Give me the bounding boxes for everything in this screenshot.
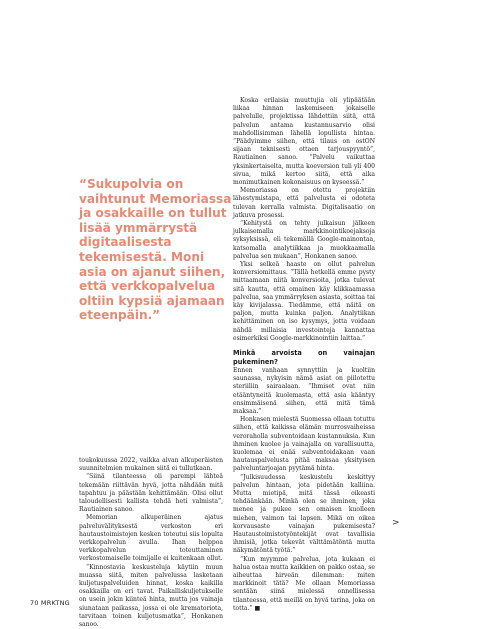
body-paragraph: Koska erilaisia muuttujia oli ylipäätään liikaa hinnan laskemiseen jokaiselle palvelulle, projektissa lähdettiin siitä, että palvelun antama kustannusarvio olisi mahdollisimman lähellä lopullista hintaa. “Päädyimme siihen, että tilaus on ostON sijaan teknisesti ottaen tarjouspyyntö”, Rautiainen sanoo. “Palvelu vaikuttaa yksinkertaiselta, mutta koeversion tuli yli 400 sivua, mikä kertoo siitä, että aika monimutkainen kokonaisuus on kyseessä.” <box>233 97 375 187</box>
body-paragraph: “Siinä tilanteessa oli parempi lähteä tekemään riittävän hyvä, jotta nähdään mitä tapahtuu ja päästään kehittämään. Olisi ollut taloudellisesti kallista tehdä heti valmista”, Rautiainen sanoo. <box>79 473 223 514</box>
body-paragraph: Memoriassa on otettu projektiin lähestymistapa, että palvelusta ei odoteta tulevan kerralla valmista. Digitalisaatio on jatkuva prosessi. <box>233 187 375 219</box>
next-page-arrow-icon: > <box>392 518 400 528</box>
body-paragraph: Honkasen mielestä Suomessa ollaan totuttu siihen, että kaikissa elämän murrosvaiheissa veroraholla subventoidaan kustannuksia. Kun ihminen kuolee ja vainajalla on varallisuutta, kuolemaa ei enää subventoidakaan vaan hautauspalvelusta pitää maksaa yksityisen palveluntarjoajan pyytämä hinta. <box>233 416 375 473</box>
right-column <box>233 97 375 613</box>
page-footer: 70 MRKTNG <box>30 599 70 607</box>
body-paragraph: “Julkisuudessa keskustelu keskittyy palvelun hintaan, jota pidetään kalliina. Mutta mietipä, mitä tässä oikeasti tehdäänkään. Minkä olen se ihminen, joka menee ja pukee sen omaisen kuolleen miehen, vaimon tai lapsen. Mikä on oikea korvausaste vainajan pukemisesta? Hautaustoimistotyöntekijät ovat tavallisia ihmisiä, jotka tekevät välttämätöntä mutta näkymätöntä työtä.” <box>233 473 375 555</box>
body-paragraph: “Kinnostavia keskusteluja käytiin muun muassa siitä, miten palvelussa lasketaan kuljetuspalveluiden hinnat, koska kaikilla osakkailla on eri tavat. Paikalliskuljetukselle on usein jokin kiinteä hinta, mutta jos vainaja siunataan paikassa, jossa ei ole krematoriota, tarvitaan toinen kuljetusmatka”, Honkanen sanoo. <box>79 563 223 629</box>
body-paragraph: Yksi selkeä haaste on ollut palvelun konversiomittaus. “Tällä hetkellä emme pysty mittaamaan niitä konversioita, jotka tulevat sitä kautta, että omainen käy klikkaamassa palvelua, saa ymmärryksen asiasta, soittaa tai käy kivijalassa. Tiedämme, että näitä on paljon, mutta kuinka paljon. Analytiikan kehittäminen on iso kysymys, jotta voidaan nähdä millaisia investointeja kannattaa esimerkiksi Google-markkinointiin laittaa.” <box>233 261 375 342</box>
body-paragraph: “Kehitystä on tehty julkaisun jälkeen julkaisemalla markkinointikoejaksoja syksyksissä, eli tekemällä Google-mainontaa, katsomalla analytiikkaa ja muokkaamalla palvelua sen mukaan”, Honkanen sanoo. <box>233 220 375 260</box>
end-mark-icon: ■ <box>254 604 261 612</box>
pull-quote: “Sukupolvia on vaihtunut Memoriassa ja osakkaille on tullut lisää ymmärrystä digitaalisesta tekemisestä. Moni asia on ajanut siihen, että verkkopalvelua oltiin kypsiä ajamaan eteenpäin.” <box>79 177 232 323</box>
left-column <box>79 457 223 629</box>
body-paragraph: toukokuussa 2022, vaikka aivan alkuperäisten suunnitelmien mukainen siitä ei tullutkaan. <box>79 457 223 473</box>
section-subheading: Minkä arvoista on vainajan pukeminen? <box>233 349 375 366</box>
body-paragraph: “Kun myymme palvelua, jota kukaan ei halua ostaa mutta kaikkien on pakko ostaa, se aiheuttaa hirveän dilemman: miten markkinoit tätä? Me ollaan Memoriassa sentään siinä mielessä onnellisessa tilanteessa, että meillä on hyvä tarina, joka on totta.” <box>233 555 375 612</box>
body-paragraph: Ennen vanhaan synnyttiin ja kuoltiin saunassa, nykyisin nämä asiat on piilotettu steriiliin sairaalaan. “Ihmiset ovat niin etääntyneitä kuolemasta, että asia kääntyy ensimmäisenä siihen, että mitä tämä maksaa.” <box>233 366 375 415</box>
body-paragraph: Memorian alkuperäinen ajatus palveluvälityksestä verkoston eri hautaustoimistojen kesken toteutui siis lopulta verkkopalvelun avulla. Ihan helppoa verkkopalvelun toteuttaminen verkostomaiselle toimijalle ei kuitenkaan ollut. <box>79 514 223 563</box>
